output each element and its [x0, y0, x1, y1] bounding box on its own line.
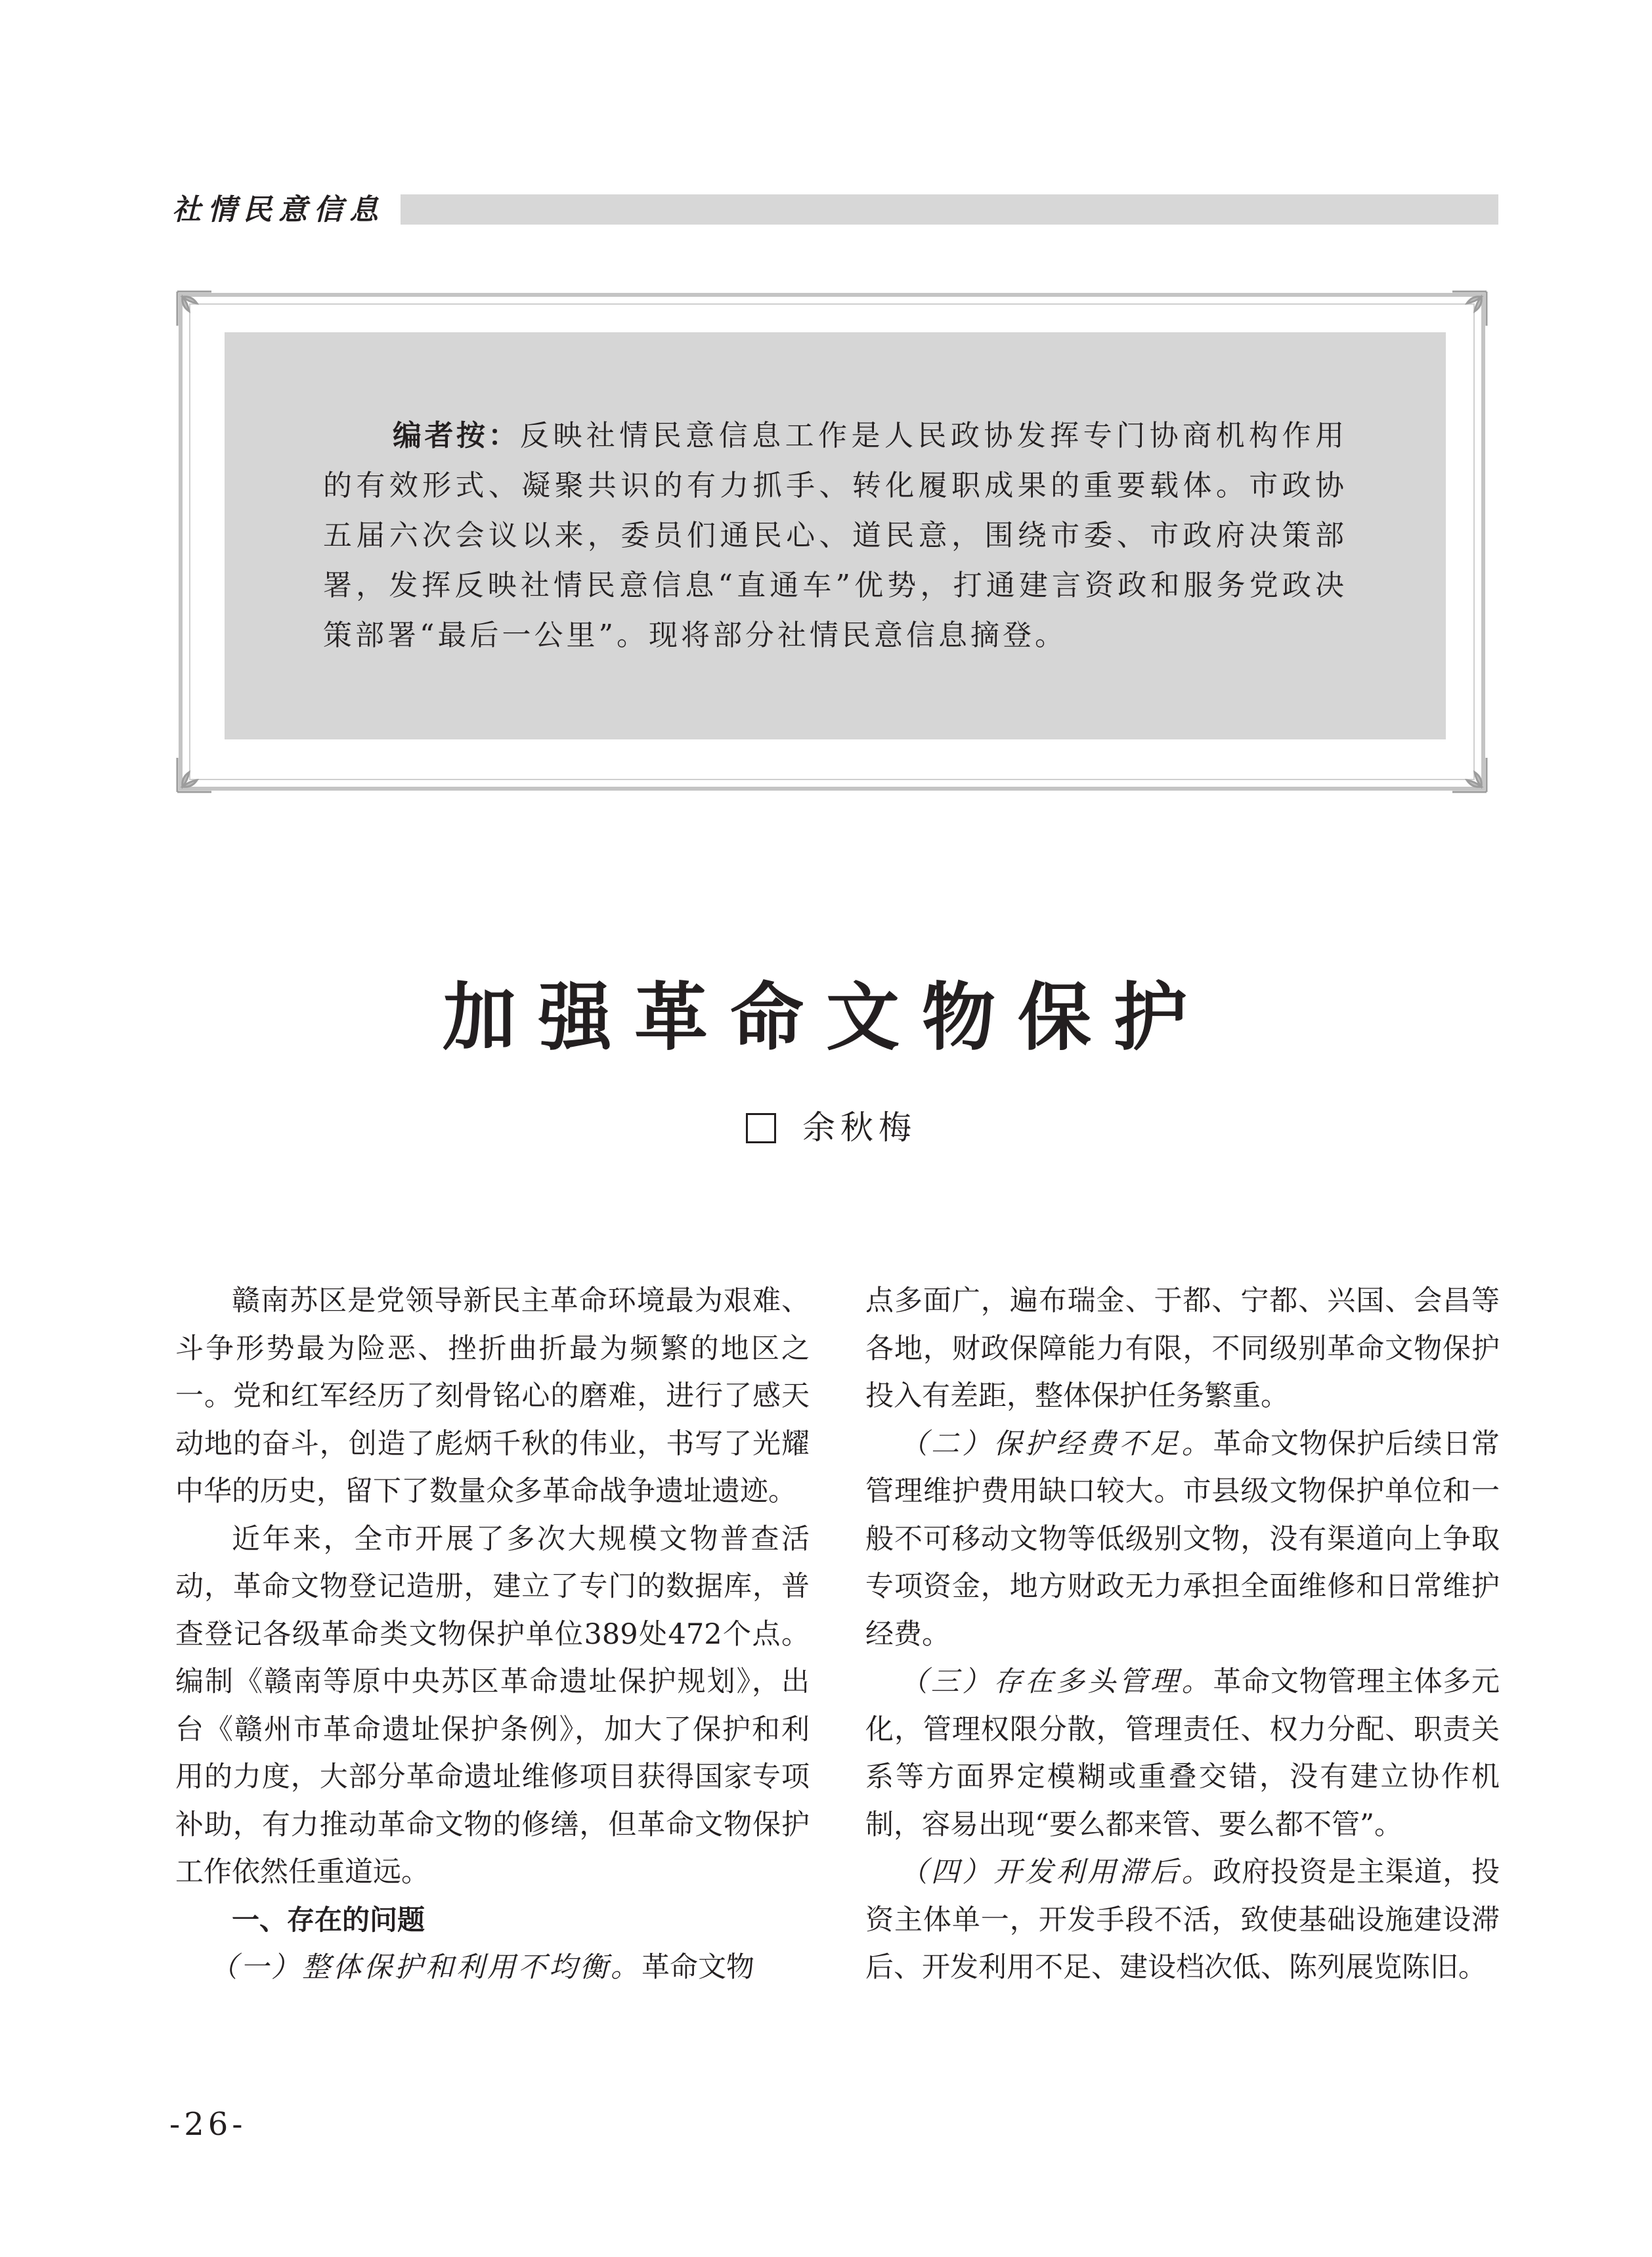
paragraph: 赣南苏区是党领导新民主革命环境最为艰难、斗争形势最为险恶、挫折曲折最为频繁的地区之一。党和红军经历了刻骨铭心的磨难，进行了感天动地的奋斗，创造了彪炳千秋的伟业，书写了光耀中华的历史，留下了数量众多革命战争遗址遗迹。: [175, 1284, 810, 1508]
paragraph-text: 革命文物保护后续日常管理维护费用缺口较大。市县级文物保护单位和一般不可移动文物等低级别文物，没有渠道向上争取专项资金，地方财政无力承担全面维修和日常维护经费。: [865, 1427, 1500, 1651]
editor-note-body: 反映社情民意信息工作是人民政协发挥专门协商机构作用的有效形式、凝聚共识的有力抓手、转化履职成果的重要载体。市政协五届六次会议以来，委员们通民心、道民意，围绕市委、市政府决策部署，发挥反映社情民意信息“直通车”优势，打通建言资政和服务党政决策部署“最后一公里”。现将部分社情民意信息摘登。: [323, 419, 1347, 652]
subheading: （四）开发利用滞后。: [900, 1856, 1213, 1889]
editor-note-label: 编者按：: [393, 419, 520, 452]
paragraph: [865, 1849, 1500, 1992]
subheading: （二）保护经费不足。: [900, 1427, 1213, 1460]
paragraph: [175, 1944, 810, 1992]
paragraph: 近年来，全市开展了多次大规模文物普查活动，革命文物登记造册，建立了专门的数据库，普查登记各级革命类文物保护单位389处472个点。编制《赣南等原中央苏区革命遗址保护规划》，出台《赣州市革命遗址保护条例》，加大了保护和利用的力度，大部分革命遗址维修项目获得国家专项补助，有力推动革命文物的修缮，但革命文物保护工作依然任重道远。: [175, 1522, 810, 1889]
paragraph-text: 革命文物管理主体多元化，管理权限分散，管理责任、权力分配、职责关系等方面界定模糊或重叠交错，没有建立协作机制，容易出现“要么都来管、要么都不管”。: [865, 1665, 1500, 1841]
body-column-right: [865, 1277, 1500, 1992]
paragraph-text: 政府投资是主渠道，投资主体单一，开发手段不活，致使基础设施建设滞后、开发利用不足、建设档次低、陈列展览陈旧。: [865, 1856, 1500, 1984]
corner-ornament-icon: [175, 755, 214, 795]
paragraph-text: 革命文物: [641, 1951, 754, 1984]
paragraph: 点多面广，遍布瑞金、于都、宁都、兴国、会昌等各地，财政保障能力有限，不同级别革命文物保护投入有差距，整体保护任务繁重。: [865, 1284, 1500, 1413]
page-number: -26-: [169, 2106, 247, 2143]
editor-note-text: [323, 411, 1347, 661]
author-box-mark: [746, 1113, 776, 1143]
body-column-left: [175, 1277, 810, 1992]
corner-ornament-icon: [1450, 755, 1489, 795]
corner-ornament-icon: [175, 289, 214, 328]
article-title: 加强革命文物保护: [443, 975, 1209, 1061]
corner-ornament-icon: [1450, 289, 1489, 328]
editor-note-box: [225, 332, 1446, 739]
subheading: （三）存在多头管理。: [900, 1665, 1213, 1698]
author-name: 余秋梅: [802, 1108, 917, 1147]
section-header-bar: [401, 194, 1498, 225]
paragraph: [865, 1658, 1500, 1849]
section-title: 社情民意信息: [172, 193, 385, 227]
paragraph: [865, 1420, 1500, 1659]
section-heading: 一、存在的问题: [232, 1903, 425, 1936]
subheading: （一）整体保护和利用不均衡。: [209, 1951, 641, 1984]
